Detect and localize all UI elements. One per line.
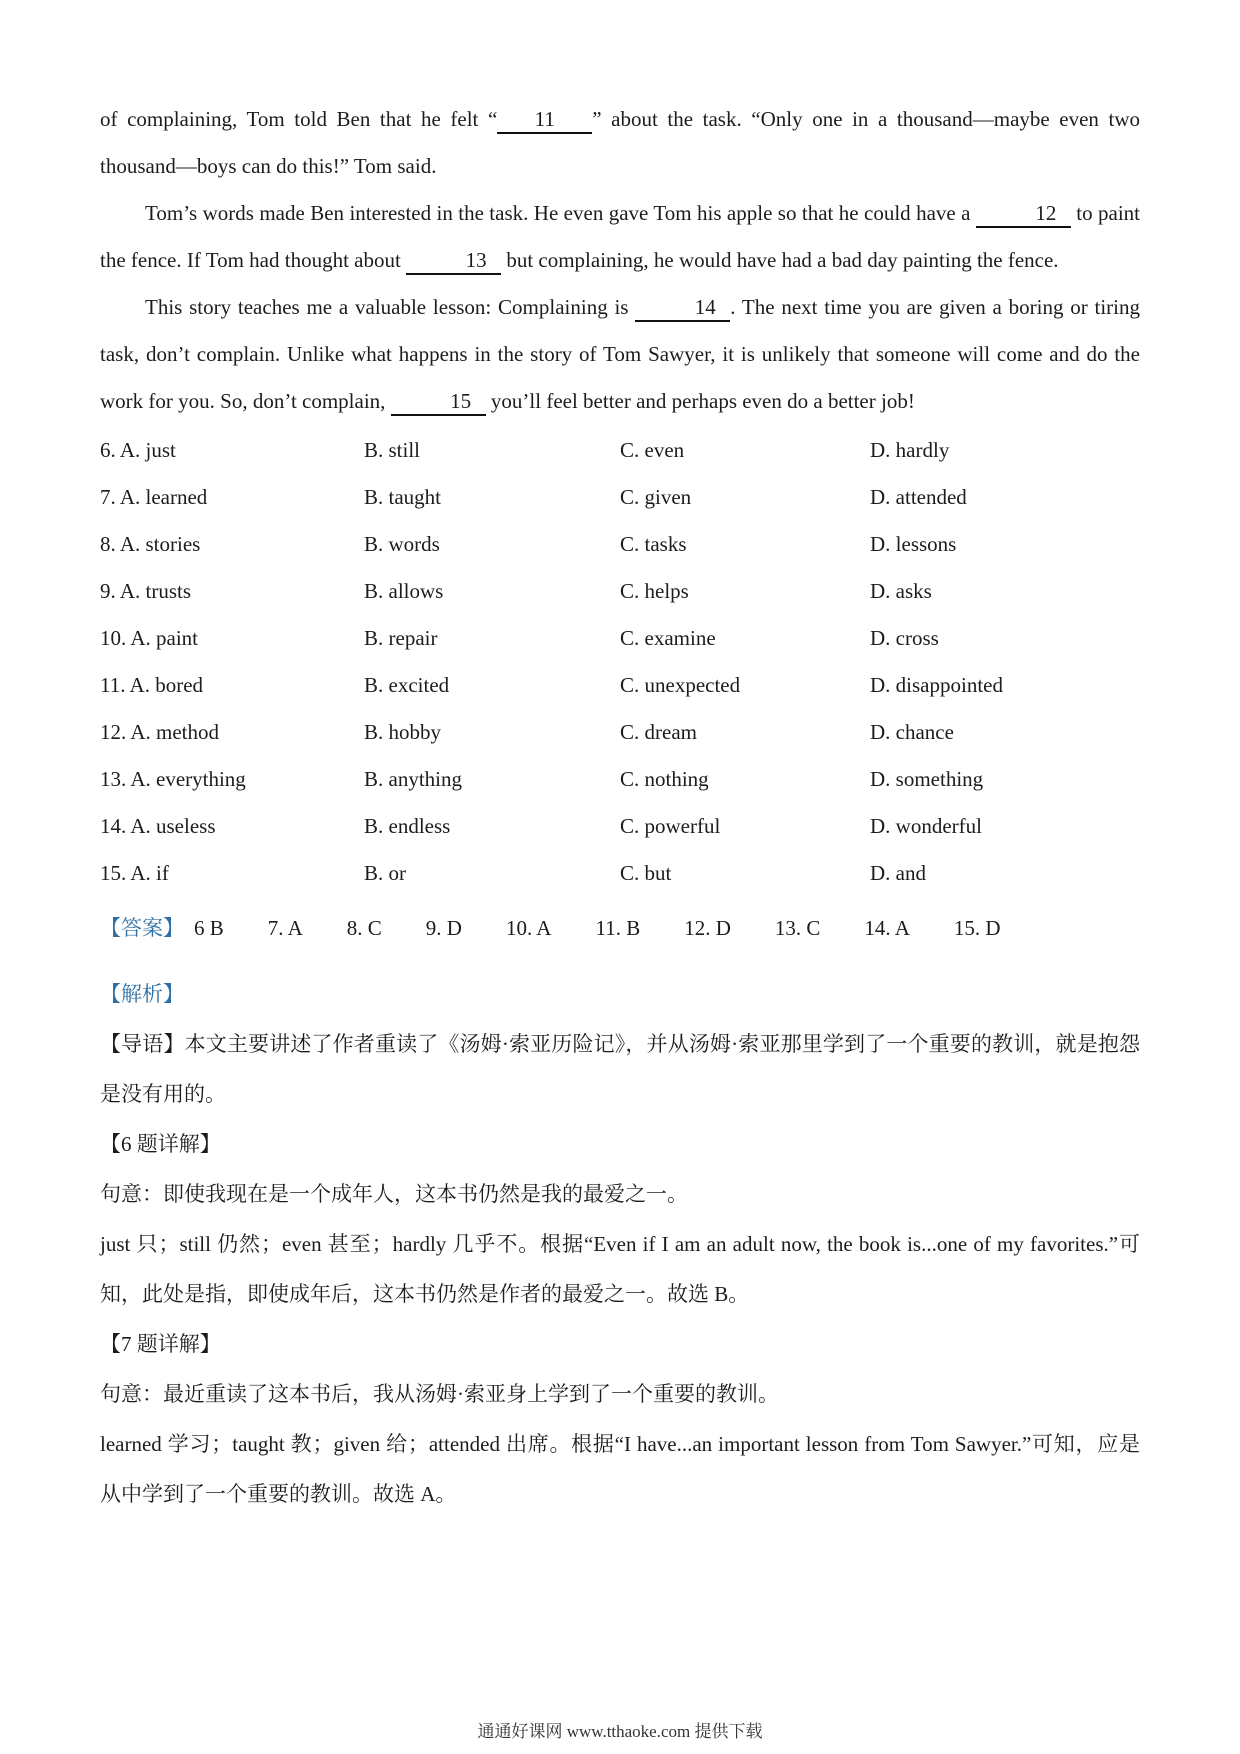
option-cell: D. wonderful	[870, 814, 982, 838]
option-cell: B. or	[364, 861, 406, 885]
option-row	[100, 756, 1140, 803]
option-row	[100, 709, 1140, 756]
option-cell: C. powerful	[620, 814, 721, 838]
blank-14: 14	[635, 294, 730, 322]
option-cell: 9. A. trusts	[100, 579, 192, 603]
answer-item: 10. A	[505, 916, 552, 940]
option-cell: C. but	[620, 861, 672, 885]
footer-text: 通通好课网 www.tthaoke.com 提供下载	[477, 1722, 763, 1741]
options-table	[100, 427, 1140, 897]
answer-item: 14. A	[864, 916, 910, 940]
answer-item: 15. D	[953, 916, 1001, 940]
option-cell: D. disappointed	[870, 673, 1003, 697]
option-cell: D. cross	[870, 626, 939, 650]
analysis-paragraph: 【7 题详解】	[100, 1332, 221, 1356]
option-cell: 12. A. method	[100, 720, 219, 744]
answer-item: 13. C	[774, 916, 821, 940]
option-cell: B. allows	[364, 579, 444, 603]
passage-paragraph: of complaining, Tom told Ben that he felt “ 11 ” about the task. “Only one in a thousand—maybe even two thousand—boys can do this!” Tom said.	[100, 107, 1141, 178]
blank-12: 12	[976, 200, 1071, 228]
option-cell: D. and	[870, 861, 926, 885]
option-row	[100, 521, 1140, 568]
answer-item: 11. B	[595, 916, 641, 940]
answer-items	[194, 903, 1045, 953]
passage-paragraph: This story teaches me a valuable lesson: Complaining is 14 . The next time you are given a boring or tiring task, don’t complain. Unlike what happens in the story of Tom Sawyer, it is unlikely that someone will come and do the work for you. So, don’t complain, 15 you’ll feel better and perhaps even do a better job!	[100, 284, 1140, 425]
option-cell: C. given	[620, 485, 692, 509]
answer-item: 12. D	[684, 916, 731, 940]
option-cell: 14. A. useless	[100, 814, 216, 838]
analysis-paragraph: 【导语】本文主要讲述了作者重读了《汤姆·索亚历险记》，并从汤姆·索亚那里学到了一个重要的教训，就是抱怨是没有用的。	[100, 1032, 1140, 1106]
option-cell: 7. A. learned	[100, 485, 208, 509]
page-footer	[0, 1717, 1240, 1742]
option-row	[100, 427, 1140, 474]
option-cell: C. examine	[620, 626, 716, 650]
option-cell: 15. A. if	[100, 861, 169, 885]
option-cell: 13. A. everything	[100, 767, 246, 791]
option-cell: D. lessons	[870, 532, 957, 556]
option-cell: C. nothing	[620, 767, 709, 791]
option-cell: 11. A. bored	[100, 673, 204, 697]
option-cell: B. endless	[364, 814, 451, 838]
option-cell: B. excited	[364, 673, 450, 697]
option-cell: D. something	[870, 767, 984, 791]
option-cell: D. attended	[870, 485, 967, 509]
option-row	[100, 803, 1140, 850]
analysis-paragraphs	[100, 1019, 1140, 1519]
option-cell: B. hobby	[364, 720, 442, 744]
option-cell: B. still	[364, 438, 421, 462]
analysis-label: 【解析】	[100, 982, 184, 1006]
option-row	[100, 850, 1140, 897]
blank-15: 15	[391, 388, 486, 416]
option-row	[100, 568, 1140, 615]
option-cell: D. asks	[870, 579, 932, 603]
option-row	[100, 474, 1140, 521]
passage-paragraph: Tom’s words made Ben interested in the task. He even gave Tom his apple so that he could have a 12 to paint the fence. If Tom had thought about 13 but complaining, he would have had a bad day painting the fence.	[100, 190, 1140, 284]
option-cell: C. tasks	[620, 532, 687, 556]
option-cell: 6. A. just	[100, 438, 176, 462]
answer-line	[100, 903, 1140, 953]
option-row	[100, 615, 1140, 662]
passage	[100, 96, 1140, 425]
option-cell: B. repair	[364, 626, 438, 650]
blank-11: 11	[497, 106, 592, 134]
analysis-paragraph: 【6 题详解】	[100, 1132, 221, 1156]
option-row	[100, 662, 1140, 709]
answer-item: 8. C	[346, 916, 382, 940]
answer-label: 【答案】	[100, 916, 184, 940]
option-cell: D. chance	[870, 720, 954, 744]
analysis-paragraph: learned 学习；taught 教；given 给；attended 出席。根据“I have...an important lesson from Tom Sawyer.”可知，应是从中学到了一个重要的教训。故选 A。	[100, 1432, 1140, 1506]
option-cell: 8. A. stories	[100, 532, 201, 556]
option-cell: C. helps	[620, 579, 689, 603]
option-cell: B. anything	[364, 767, 462, 791]
option-cell: C. even	[620, 438, 685, 462]
analysis-paragraph: 句意：即使我现在是一个成年人，这本书仍然是我的最爱之一。	[100, 1182, 688, 1206]
blank-13: 13	[406, 247, 501, 275]
option-cell: D. hardly	[870, 438, 950, 462]
analysis-paragraph: just 只；still 仍然；even 甚至；hardly 几乎不。根据“Even if I am an adult now, the book is...one of my favorites.”可知，此处是指，即使成年后，这本书仍然是作者的最爱之一。故选 B。	[100, 1232, 1140, 1306]
option-cell: B. taught	[364, 485, 441, 509]
option-cell: 10. A. paint	[100, 626, 198, 650]
option-cell: C. unexpected	[620, 673, 741, 697]
answer-item: 9. D	[425, 916, 462, 940]
option-cell: B. words	[364, 532, 440, 556]
option-cell: C. dream	[620, 720, 697, 744]
answer-item: 6 B	[194, 916, 224, 940]
analysis-paragraph: 句意：最近重读了这本书后，我从汤姆·索亚身上学到了一个重要的教训。	[100, 1382, 779, 1406]
answer-item: 7. A	[267, 916, 303, 940]
